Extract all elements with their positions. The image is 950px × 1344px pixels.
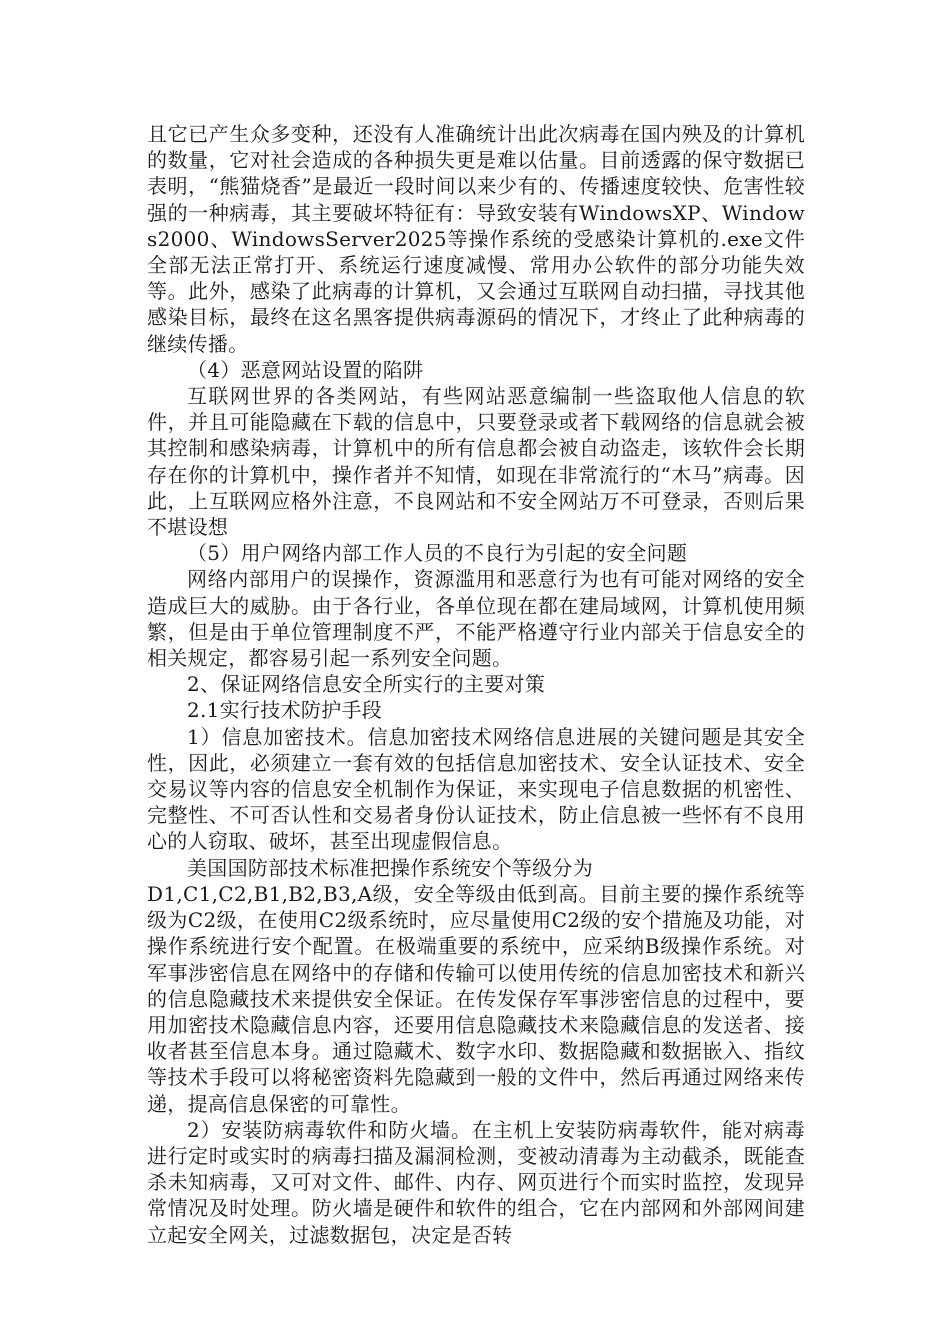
document-page	[147, 121, 805, 1248]
paragraph-1: 且它已产生众多变种，还没有人准确统计出此次病毒在国内殃及的计算机的数量，它对社会造成的各种损失更是难以估量。目前透露的保守数据已表明，“熊猫烧香”是最近一段时间以来少有的、传播速度较快、危害性较强的一种病毒，其主要破坏特征有：导致安装有WindowsXP、Windows2000、WindowsServer2025等操作系统的受感染计算机的.exe文件全部无法正常打开、系统运行速度减慢、常用办公软件的部分功能失效等。此外，感染了此病毒的计算机，又会通过互联网自动扫描，寻找其他感染目标，最终在这名黑客提供病毒源码的情况下，才终止了此种病毒的继续传播。	[147, 122, 805, 356]
heading-internal-staff-issues: （5）用户网络内部工作人员的不良行为引起的安全问题	[187, 541, 688, 566]
heading-technical-protection: 2.1实行技术防护手段	[187, 698, 383, 723]
paragraph-malicious-websites: 互联网世界的各类网站，有些网站恶意编制一些盗取他人信息的软件，并且可能隐藏在下载的信息中，只要登录或者下载网络的信息就会被其控制和感染病毒，计算机中的所有信息都会被自动盗走，该软件会长期存在你的计算机中，操作者并不知情，如现在非常流行的“木马”病毒。因此，上互联网应格外注意，不良网站和不安全网站万不可登录，否则后果不堪设想	[147, 384, 805, 540]
paragraph-internal-users: 网络内部用户的误操作，资源滥用和恶意行为也有可能对网络的安全造成巨大的威胁。由于各行业，各单位现在都在建局域网，计算机使用频繁，但是由于单位管理制度不严，不能严格遵守行业内部关于信息安全的相关规定，都容易引起一系列安全问题。	[147, 567, 805, 671]
heading-main-countermeasures: 2、保证网络信息安全所实行的主要对策	[187, 672, 546, 697]
paragraph-antivirus-firewall: 2）安装防病毒软件和防火墙。在主机上安装防病毒软件，能对病毒进行定时或实时的病毒扫描及漏洞检测，变被动清毒为主动截杀，既能查杀未知病毒，又可对文件、邮件、内存、网页进行个而实时监控，发现异常情况及时处理。防火墙是硬件和软件的组合，它在内部网和外部网间建立起安全网关，过滤数据包，决定是否转	[147, 1117, 805, 1247]
paragraph-dod-standard-intro: 美国国防部技术标准把操作系统安个等级分为	[187, 855, 593, 880]
paragraph-encryption: 1）信息加密技术。信息加密技术网络信息进展的关键问题是其安全性，因此，必须建立一套有效的包括信息加密技术、安全认证技术、安全交易议等内容的信息安全机制作为保证，来实现电子信息数据的机密性、完整性、不可否认性和交易者身份认证技术，防止信息被一些怀有不良用心的人窃取、破坏，甚至出现虚假信息。	[147, 724, 805, 854]
paragraph-security-levels: D1,C1,C2,B1,B2,B3,A级，安全等级由低到高。目前主要的操作系统等级为C2级，在使用C2级系统时，应尽量使用C2级的安个措施及功能，对操作系统进行安个配置。在极端重要的系统中，应采纳B级操作系统。对军事涉密信息在网络中的存储和传输可以使用传统的信息加密技术和新兴的信息隐藏技术来提供安全保证。在传发保存军事涉密信息的过程中，要用加密技术隐藏信息内容，还要用信息隐藏技术来隐藏信息的发送者、接收者甚至信息本身。通过隐藏术、数字水印、数据隐藏和数据嵌入、指纹等技术手段可以将秘密资料先隐藏到一般的文件中，然后再通过网络来传递，提高信息保密的可靠性。	[147, 881, 805, 1116]
heading-malicious-website-traps: （4）恶意网站设置的陷阱	[187, 357, 424, 382]
